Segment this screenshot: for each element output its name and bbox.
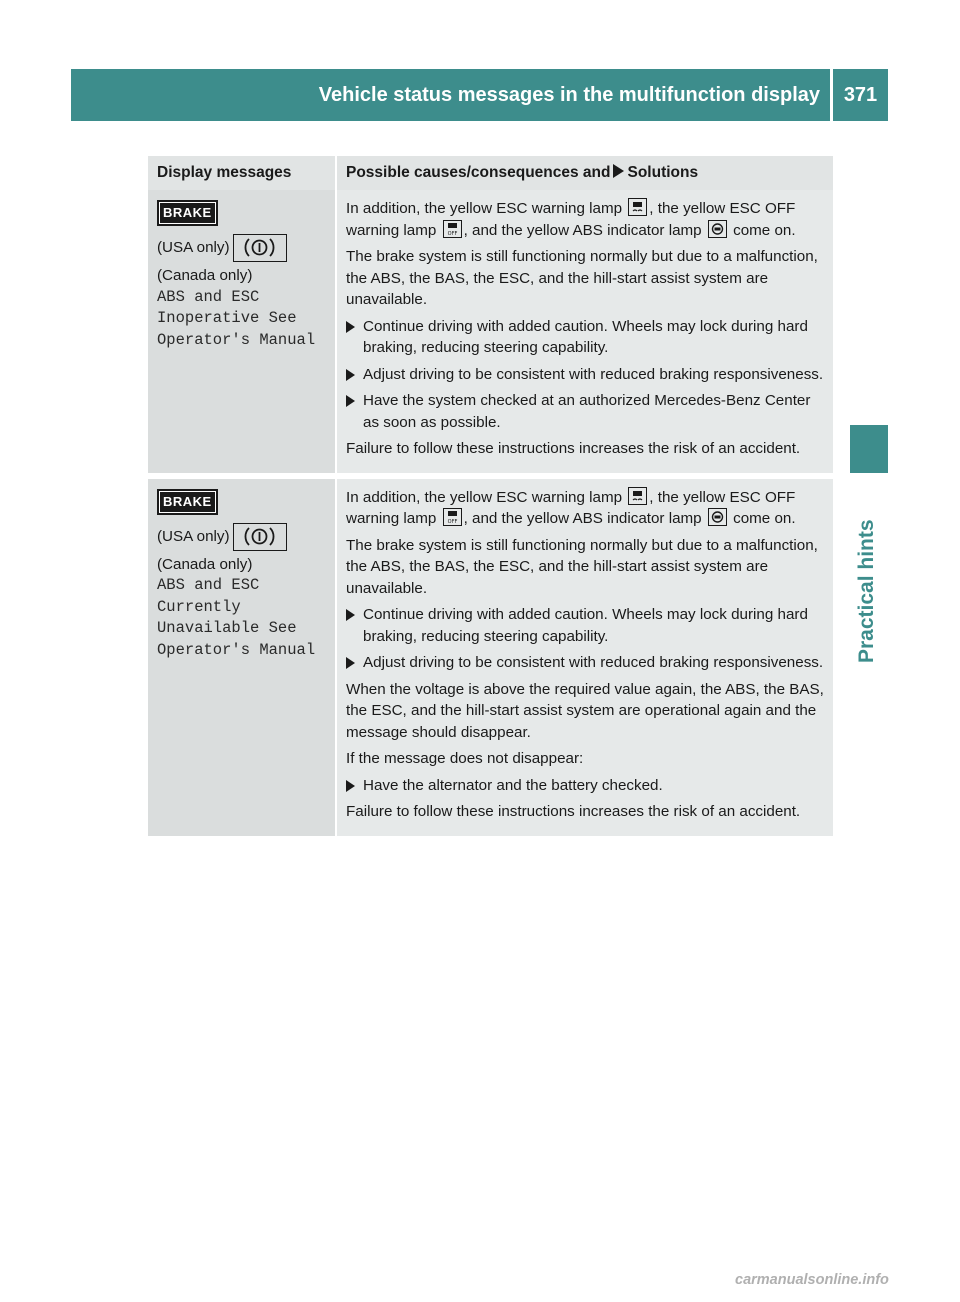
display-message-cell [148,190,336,476]
col-header-solutions-text: Solutions [627,164,699,181]
intro-text-1: In addition, the yellow ESC warning lamp [346,488,623,506]
watermark: carmanualsonline.info [735,1272,889,1288]
canada-label: (Canada only) [157,267,253,284]
intro-text-4: come on. [733,221,796,239]
solutions-arrow-icon [613,164,624,178]
solutions-arrow-icon [346,321,355,333]
table-row [148,190,833,476]
brake-warning-icon [157,489,327,515]
intro-text-4: come on. [733,510,796,527]
intro-text-3: , and the yellow ABS indicator lamp [463,510,702,527]
paragraph: The brake system is still functioning normally but due to a malfunction, the ABS, the BAS, the ESC, and the hill-start assist system are unavailable. [346,248,818,308]
solution-item [346,604,825,647]
solution-text: Continue driving with added caution. Wheels may lock during hard braking, reducing steering capability. [363,606,808,645]
side-tab-label: Practical hints [855,519,878,663]
paragraph: If the message does not disappear: [346,750,584,767]
display-text: ABS and ESC Inoperative See Operator's Manual [157,287,316,349]
solutions-arrow-icon [346,657,355,669]
intro-text-2: , the yellow ESC OFF warning lamp [346,488,796,527]
abs-indicator-icon [708,220,727,238]
solution-item [346,390,825,433]
page-title: Vehicle status messages in the multifunction display [318,84,820,106]
intro-text-1: In addition, the yellow ESC warning lamp [346,200,623,217]
esc-warning-icon [628,198,647,216]
causes-cell [336,476,833,839]
svg-text:OFF: OFF [447,230,457,237]
abs-indicator-icon [708,508,727,526]
intro-text-2: , the yellow ESC OFF warning lamp [346,200,796,239]
brake-lamp-icon [233,523,287,551]
intro-paragraph [346,487,825,530]
usa-line [157,234,327,262]
brake-icon-text: BRAKE [157,489,218,515]
solution-text: Have the system checked at an authorized Mercedes-Benz Center as soon as possible. [363,392,811,431]
usa-label: (USA only) [157,239,230,257]
solution-item [346,775,825,797]
brake-lamp-icon [233,234,287,262]
solution-item [346,652,825,674]
brake-icon-text: BRAKE [157,200,218,226]
solution-item [346,364,825,386]
intro-text-3: , and the yellow ABS indicator lamp [463,221,702,239]
display-text: ABS and ESC Currently Unavailable See Operator's Manual [157,576,316,659]
table-header-row [148,156,833,190]
paragraph: The brake system is still functioning normally but due to a malfunction, the ABS, the BAS, the ESC, and the hill-start assist system are unavailable. [346,536,818,597]
warning-paragraph: Failure to follow these instructions increases the risk of an accident. [346,803,801,820]
display-message-cell [148,476,336,839]
usa-label: (USA only) [157,527,230,545]
brake-warning-icon [157,200,327,226]
paragraph: When the voltage is above the required value again, the ABS, the BAS, the ESC, and the hill-start assist system are operational again and the message should disappear. [346,680,824,741]
usa-line [157,523,327,551]
warning-paragraph: Failure to follow these instructions increases the risk of an accident. [346,440,801,457]
causes-cell [336,190,833,476]
solution-text: Adjust driving to be consistent with reduced braking responsiveness. [363,365,824,383]
solution-item [346,316,825,359]
side-tab-marker [850,425,888,473]
solutions-arrow-icon [346,609,355,621]
esc-off-icon [443,508,462,526]
svg-text:OFF: OFF [447,519,457,525]
col-header-causes-text: Possible causes/consequences and [346,164,611,181]
canada-label: (Canada only) [157,555,253,573]
table-row [148,476,833,839]
page-number: 371 [843,84,878,106]
header-bar [71,69,888,121]
messages-table [148,156,833,842]
solution-text: Have the alternator and the battery checked. [363,776,663,794]
solutions-arrow-icon [346,780,355,792]
esc-warning-icon [628,487,647,505]
solutions-arrow-icon [346,369,355,381]
esc-off-icon [443,220,462,238]
col-header-causes [336,156,833,190]
intro-paragraph [346,198,825,241]
col-header-display-messages: Display messages [148,156,336,190]
solutions-arrow-icon [346,395,355,407]
solution-text: Continue driving with added caution. Wheels may lock during hard braking, reducing steering capability. [363,317,808,356]
solution-text: Adjust driving to be consistent with reduced braking responsiveness. [363,654,824,671]
